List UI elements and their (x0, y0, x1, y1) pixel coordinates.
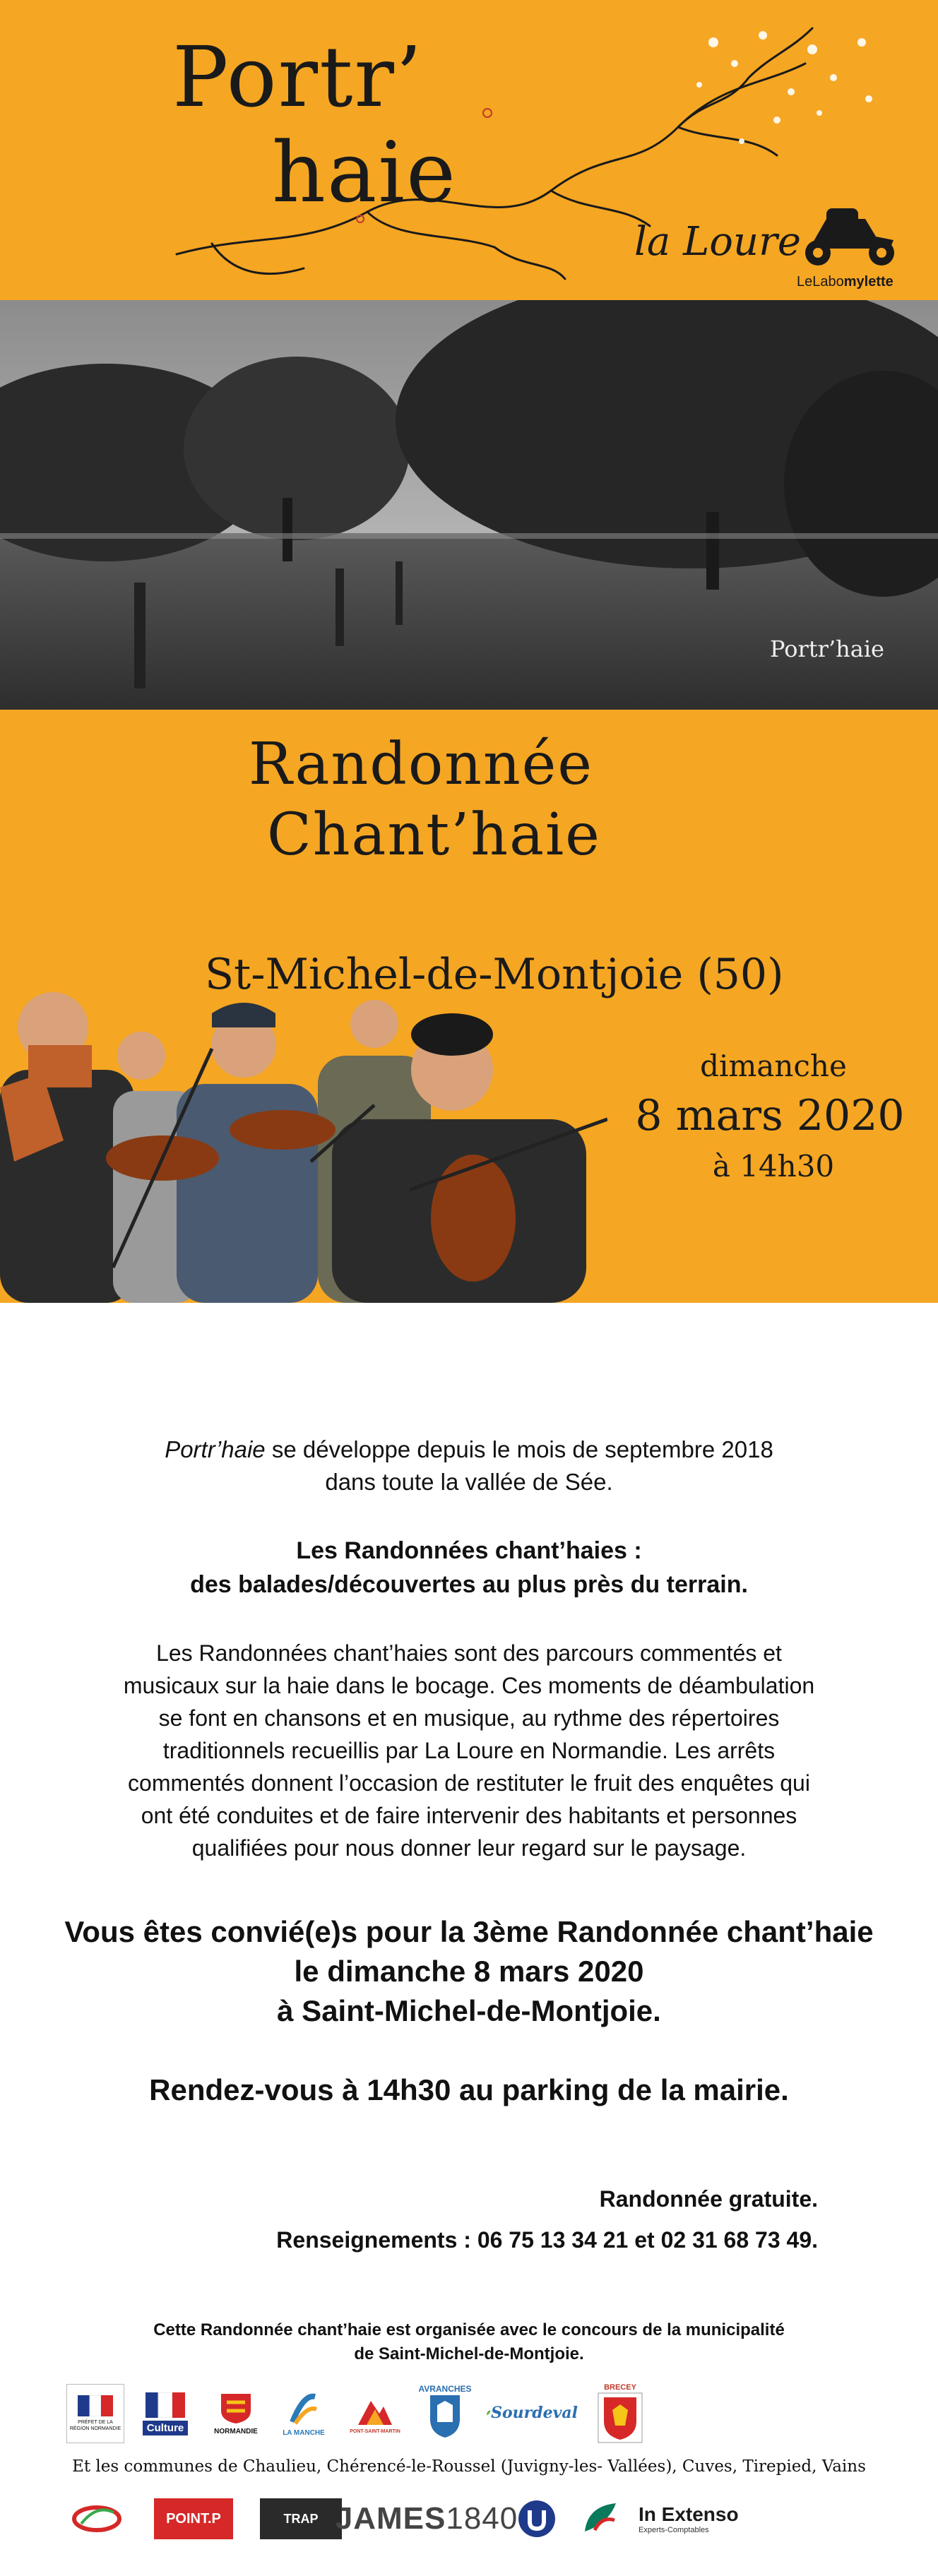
prefet-logo (66, 2384, 124, 2443)
labo-prefix: LeLabo (797, 274, 844, 290)
header-banner (0, 0, 938, 300)
u-badge-icon (517, 2499, 557, 2539)
landscape-photo (0, 300, 938, 710)
manche-logo (277, 2384, 331, 2443)
sponsor-logos-row1 (0, 2378, 938, 2449)
avranches-label: AVRANCHES (418, 2384, 472, 2394)
paragraph-line: commentés donnent l’occasion de restituter le fruit des enquêtes qui (128, 1770, 810, 1796)
event-banner (0, 710, 938, 1303)
organisation-line: de Saint-Michel-de-Montjoie. (354, 2344, 584, 2363)
event-day: dimanche (700, 1049, 847, 1083)
event-title-line2: Chant’haie (267, 801, 601, 869)
credit-agricole-logo (578, 2497, 623, 2541)
normandie-shield-icon (218, 2392, 254, 2425)
ca-leaf-icon (581, 2499, 620, 2539)
manche-wave-icon (288, 2391, 319, 2426)
event-place: St-Michel-de-Montjoie (50) (205, 950, 784, 999)
systeme-u-logo (514, 2497, 559, 2541)
meeting-point: Rendez-vous à 14h30 au parking de la mairie. (149, 2073, 789, 2106)
event-date: 8 mars 2020 (635, 1091, 905, 1140)
sourdeval-label: Sourdeval (491, 2404, 578, 2422)
red-swirl-icon (71, 2503, 122, 2535)
la-loure-logo-text: la Loure (634, 219, 801, 265)
leclerc-style-logo (71, 2501, 123, 2536)
paragraph-line: ont été conduites et de faire intervenir des habitants et personnes (141, 1803, 797, 1828)
free-notice: Randonnée gratuite. (599, 2186, 818, 2212)
organisation-note (0, 2318, 938, 2366)
james-year: 1840 (446, 2501, 518, 2536)
normandie-label: NORMANDIE (214, 2427, 258, 2435)
normandie-region-logo (210, 2384, 261, 2443)
paragraph-line: traditionnels recueillis par La Loure en Normandie. Les arrêts (162, 1738, 776, 1763)
organisation-line: Cette Randonnée chant’haie est organisée avec le concours de la municipalité (153, 2320, 785, 2339)
in-extenso-sub: Experts-Comptables (639, 2526, 709, 2534)
avranches-logo (417, 2378, 473, 2445)
trap-label: TRAP (283, 2511, 319, 2526)
scooter-icon (798, 205, 901, 268)
brecey-logo (590, 2378, 650, 2449)
in-extenso-label: In Extenso (639, 2503, 739, 2525)
labo-mylette-logo-text (797, 274, 894, 290)
intro-line2: dans toute la vallée de Sée. (325, 1469, 613, 1495)
sponsor-logos-row2 (0, 2493, 938, 2546)
section-subheading (0, 1534, 938, 1602)
labo-suffix: mylette (843, 274, 894, 290)
event-title-line1: Randonnée (249, 731, 593, 798)
event-time: à 14h30 (712, 1149, 835, 1183)
manche-label: LA MANCHE (283, 2428, 325, 2437)
french-flag-icon (78, 2395, 113, 2416)
invitation-line: Vous êtes convié(e)s pour la 3ème Randonnée chant’haie (64, 1915, 874, 1948)
culture-label: Culture (143, 2421, 189, 2435)
description-paragraph (68, 1637, 870, 1864)
intro-text (0, 1433, 938, 1498)
subheading-line2: des balades/découvertes au plus près du terrain. (190, 1571, 748, 1598)
intro-line1 (0, 1433, 938, 1466)
invitation-text (0, 1912, 938, 2031)
paragraph-line: qualifiées pour nous donner leur regard sur le paysage. (191, 1835, 747, 1861)
invitation-line: le dimanche 8 mars 2020 (294, 1955, 644, 1988)
sourdeval-logo (486, 2388, 578, 2438)
james1840-logo (335, 2498, 518, 2539)
pont-st-martin-logo (346, 2384, 404, 2443)
musicians-photo (0, 964, 607, 1303)
pointp-label: POINT.P (166, 2510, 221, 2527)
header-title-haie: haie (272, 124, 457, 221)
communes-note: Et les communes de Chaulieu, Chérencé-le-Roussel (Juvigny-les- Vallées), Cuves, Tirepied, Vains (72, 2457, 866, 2476)
sourdeval-leaf-icon (486, 2393, 491, 2433)
french-flag-icon (146, 2392, 185, 2418)
invitation-line: à Saint-Michel-de-Montjoie. (277, 1994, 661, 2027)
pont-st-martin-label: PONT-SAINT-MARTIN (350, 2428, 400, 2434)
photo-watermark: Portr’haie (770, 636, 884, 662)
intro-brand: Portr’haie (165, 1436, 266, 1462)
in-extenso-logo (639, 2497, 744, 2541)
paragraph-line: se font en chansons et en musique, au rythme des répertoires (158, 1705, 780, 1731)
header-title-portr: Portr’ (172, 28, 424, 126)
subheading-line1: Les Randonnées chant’haies : (296, 1537, 642, 1564)
pointp-logo (154, 2498, 233, 2539)
prefet-label: PRÉFET DE LA RÉGION NORMANDIE (69, 2420, 121, 2431)
culture-logo (140, 2384, 191, 2443)
trap-logo (260, 2498, 342, 2539)
paragraph-line: musicaux sur la haie dans le bocage. Ces moments de déambulation (123, 1673, 815, 1698)
intro-rest: se développe depuis le mois de septembre 2018 (265, 1436, 773, 1462)
james-label: JAMES (335, 2501, 446, 2536)
brecey-label: BRECEY (604, 2383, 636, 2392)
mountain-icon (357, 2394, 393, 2426)
brecey-crest-icon (597, 2392, 643, 2444)
contact-phone: Renseignements : 06 75 13 34 21 et 02 31 68 73 49. (276, 2227, 818, 2253)
avranches-shield-icon (427, 2394, 463, 2439)
paragraph-line: Les Randonnées chant’haies sont des parcours commentés et (156, 1640, 782, 1666)
